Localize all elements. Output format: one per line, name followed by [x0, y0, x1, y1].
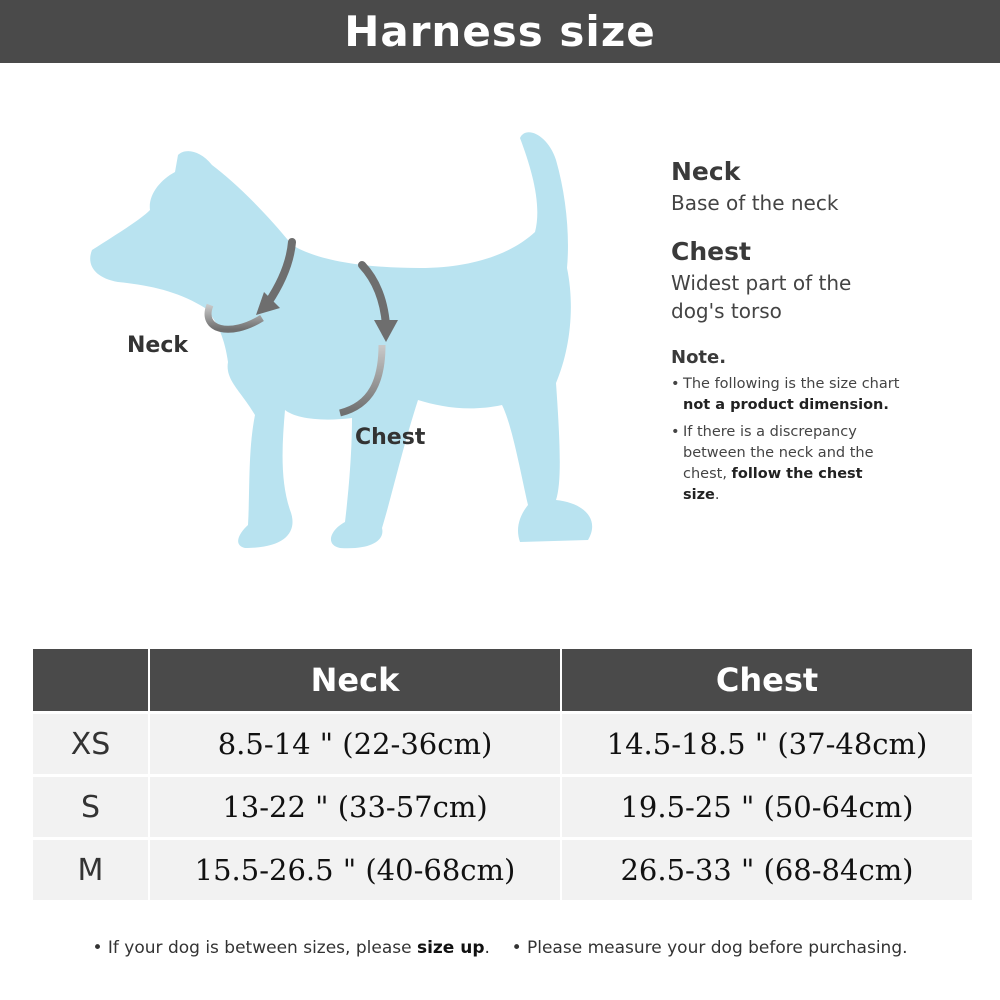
- legend-term: Chest: [671, 237, 751, 266]
- table-row: [33, 777, 972, 837]
- legend-term: Neck: [671, 157, 741, 186]
- note-emphasis: follow the chest size: [683, 466, 863, 503]
- note-item: [671, 374, 923, 416]
- note-suffix: .: [714, 487, 720, 503]
- size-label: XS: [33, 714, 148, 774]
- chest-cell: 26.5-33 " (68-84cm): [562, 840, 972, 900]
- table-row: [33, 840, 972, 900]
- table-header-row: [33, 649, 972, 711]
- neck-figure-label: Neck: [127, 333, 189, 358]
- size-label: S: [33, 777, 148, 837]
- footer-tip-emphasis: size up: [416, 938, 485, 958]
- table-header-corner: [33, 649, 148, 711]
- page-title: Harness size: [0, 0, 1000, 63]
- bullet-icon: •: [511, 938, 522, 958]
- legend-item-neck: [671, 155, 971, 217]
- neck-cell: 8.5-14 " (22-36cm): [150, 714, 560, 774]
- footer-tips: [0, 938, 1000, 958]
- neck-cell: 15.5-26.5 " (40-68cm): [150, 840, 560, 900]
- bullet-icon: •: [671, 376, 680, 392]
- chest-cell: 19.5-25 " (50-64cm): [562, 777, 972, 837]
- footer-tip-text: If your dog is between sizes, please: [107, 938, 412, 958]
- bullet-icon: •: [92, 938, 103, 958]
- legend-description: Base of the neck: [671, 191, 839, 215]
- note-item: [671, 422, 903, 506]
- note-title: Note.: [671, 347, 727, 368]
- table-header-chest: Chest: [562, 649, 972, 711]
- dog-silhouette-illustration: [0, 63, 640, 563]
- table-header-neck: Neck: [150, 649, 560, 711]
- footer-tip-text: Please measure your dog before purchasing.: [527, 938, 908, 958]
- note-text: The following is the size chart: [683, 376, 900, 392]
- footer-tip-suffix: .: [484, 938, 490, 958]
- legend-description: Widest part of the dog's torso: [671, 271, 852, 323]
- size-chart-table: [31, 646, 974, 903]
- neck-cell: 13-22 " (33-57cm): [150, 777, 560, 837]
- bullet-icon: •: [671, 424, 680, 440]
- note-emphasis: not a product dimension.: [683, 397, 889, 413]
- table-row: [33, 714, 972, 774]
- legend-item-chest: [671, 235, 891, 325]
- chest-figure-label: Chest: [355, 425, 426, 450]
- note-text: If there is a discrepancy between the neck and the chest,: [683, 424, 874, 482]
- measurement-legend: [671, 155, 971, 506]
- size-label: M: [33, 840, 148, 900]
- chest-cell: 14.5-18.5 " (37-48cm): [562, 714, 972, 774]
